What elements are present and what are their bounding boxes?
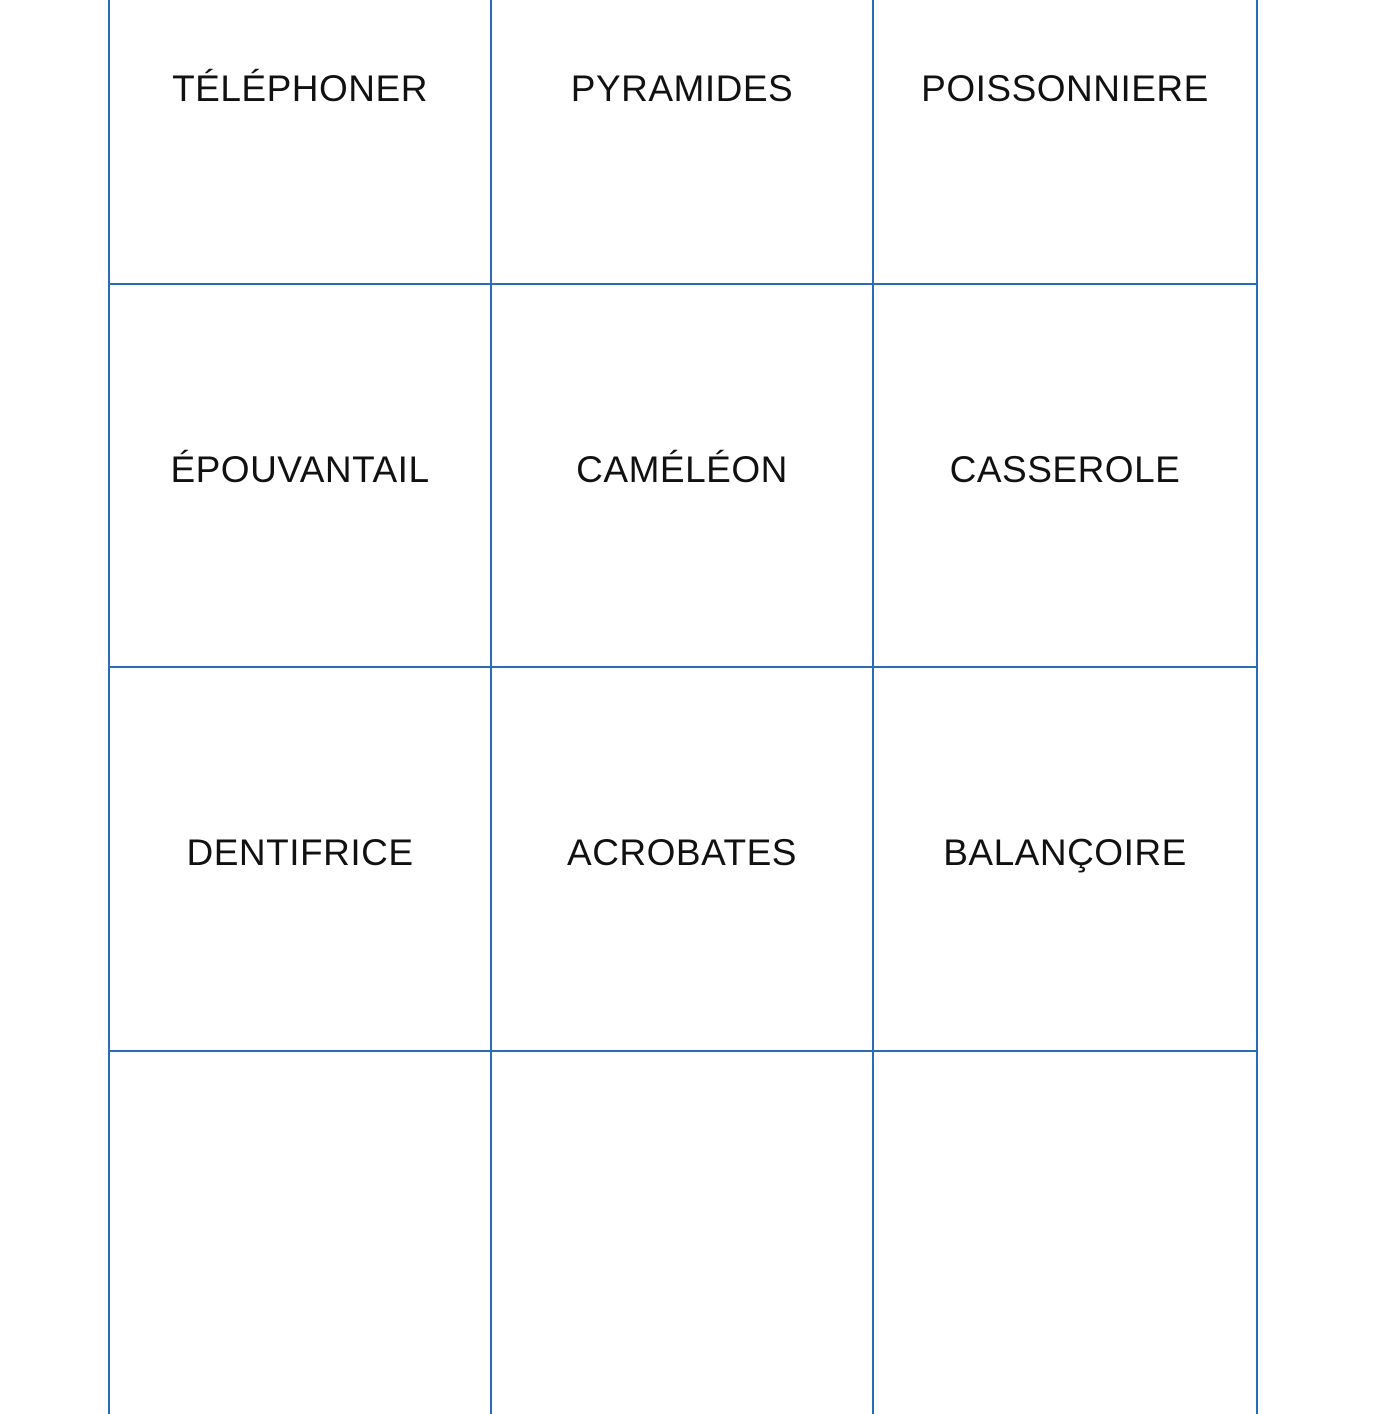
word-card-label: CASSEROLE (949, 449, 1181, 490)
word-card-label: POISSONNIERE (921, 68, 1209, 109)
word-card (874, 285, 1256, 668)
word-card (492, 0, 874, 285)
blank-card (110, 1052, 492, 1414)
word-card-grid (108, 0, 1258, 1414)
word-card (110, 285, 492, 668)
word-card-label: TÉLÉPHONER (172, 68, 428, 109)
blank-card (492, 1052, 874, 1414)
word-card (110, 668, 492, 1052)
word-card (492, 668, 874, 1052)
word-card-label: CAMÉLÉON (576, 449, 788, 490)
word-card (874, 0, 1256, 285)
word-card-label: DENTIFRICE (186, 832, 414, 873)
word-card-label: PYRAMIDES (570, 68, 794, 109)
word-card (874, 668, 1256, 1052)
word-card-label: BALANÇOIRE (943, 832, 1187, 873)
word-card (110, 0, 492, 285)
word-card (492, 285, 874, 668)
blank-card (874, 1052, 1256, 1414)
word-card-label: ÉPOUVANTAIL (170, 449, 430, 490)
word-card-label: ACROBATES (567, 832, 797, 873)
